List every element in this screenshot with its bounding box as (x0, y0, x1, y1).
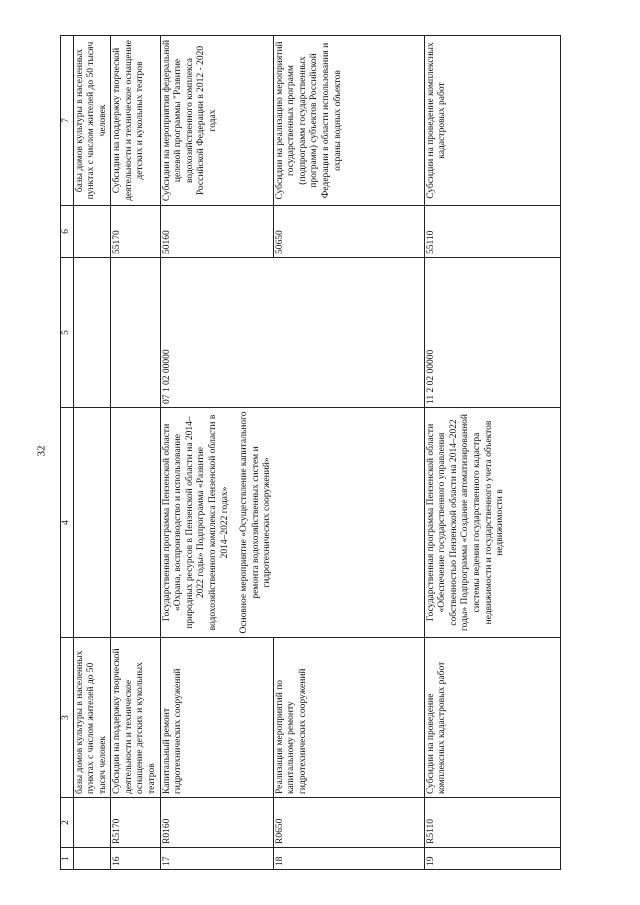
table-row (111, 36, 160, 870)
row-code: R0160 (160, 798, 273, 848)
row-rr-code: 55110 (424, 206, 560, 258)
row-fed-name: Субсидии на мероприятия федеральной целевой программы "Развитие водохозяйственного комплекса Российской Федерации в 2012 - 2020 годах (160, 36, 273, 206)
row-name: Реализация мероприятий по капитальному ремонту гидротехнических сооружений (273, 638, 424, 798)
row-rr-code: 55170 (111, 206, 160, 258)
page-number: 32 (35, 445, 48, 457)
column-header: 3 (61, 638, 74, 798)
row-target-code: 07 1 02 00000 (160, 258, 424, 408)
row-fed-name: Субсидии на проведение комплексных кадастровых работ (424, 36, 560, 206)
row-number (73, 848, 111, 870)
row-code (73, 798, 111, 848)
row-program (73, 408, 111, 638)
row-number: 16 (111, 848, 160, 870)
column-header: 7 (61, 36, 74, 206)
table-row (160, 36, 273, 870)
header-row (61, 36, 74, 870)
row-program (111, 408, 160, 638)
row-fed-name: Субсидии на поддержку творческой деятельности и техническое оснащение детских и кукольных театров (111, 36, 160, 206)
row-target-code: 11 2 02 00000 (424, 258, 560, 408)
row-number: 19 (424, 848, 560, 870)
column-header: 4 (61, 408, 74, 638)
row-code: R5110 (424, 798, 560, 848)
program-text: Государственная программа Пензенской области «Охрана, воспроизводство и использование природных ресурсов в Пензенской области на 2014–2022 годы» Подпрограмма «Развитие водохозяйственного комплекса Пензенской области в 2014–2022 годах» (161, 414, 230, 631)
row-name: базы домов культуры в населенных пунктах с числом жителей до 50 тысяч человек (73, 638, 111, 798)
row-name: Субсидии на проведение комплексных кадастровых работ (424, 638, 560, 798)
column-header: 2 (61, 798, 74, 848)
row-fed-name: базы домов культуры в населенных пунктах с числом жителей до 50 тысяч человек (73, 36, 111, 206)
row-code: R0650 (273, 798, 424, 848)
row-name: Субсидии на поддержку творческой деятельности и техническое оснащение детских и кукольных театров (111, 638, 160, 798)
table-rotated-wrapper (60, 36, 582, 870)
subsidy-table (60, 35, 561, 870)
row-program (160, 408, 424, 638)
row-rr-code: 50160 (160, 206, 273, 258)
row-target-code (111, 258, 160, 408)
row-number: 18 (273, 848, 424, 870)
row-target-code (73, 258, 111, 408)
row-program: Государственная программа Пензенской области «Обеспечение государственного управления собственностью Пензенской области на 2014–2022 годы» Подпрограмма «Создание автоматизированной системы ведения государственного кадастра недвижимости и государственного учета объектов недвижимости в (424, 408, 560, 638)
row-fed-name: Субсидии на реализацию мероприятий государственных программ (подпрограмм государственных программ) субъектов Российской Федерации в области использования и охраны водных объектов (273, 36, 424, 206)
column-header: 5 (61, 258, 74, 408)
row-number: 17 (160, 848, 273, 870)
column-header: 6 (61, 206, 74, 258)
row-name: Капитальный ремонт гидротехнических сооружений (160, 638, 273, 798)
table-row (73, 36, 111, 870)
row-rr-code (73, 206, 111, 258)
row-rr-code: 50650 (273, 206, 424, 258)
table-row (424, 36, 560, 870)
column-header: 1 (61, 848, 74, 870)
row-code: R5170 (111, 798, 160, 848)
program-text: Основное мероприятие «Осуществление капитального ремонта водохозяйственных систем и гидротехнических сооружений» (239, 411, 273, 634)
